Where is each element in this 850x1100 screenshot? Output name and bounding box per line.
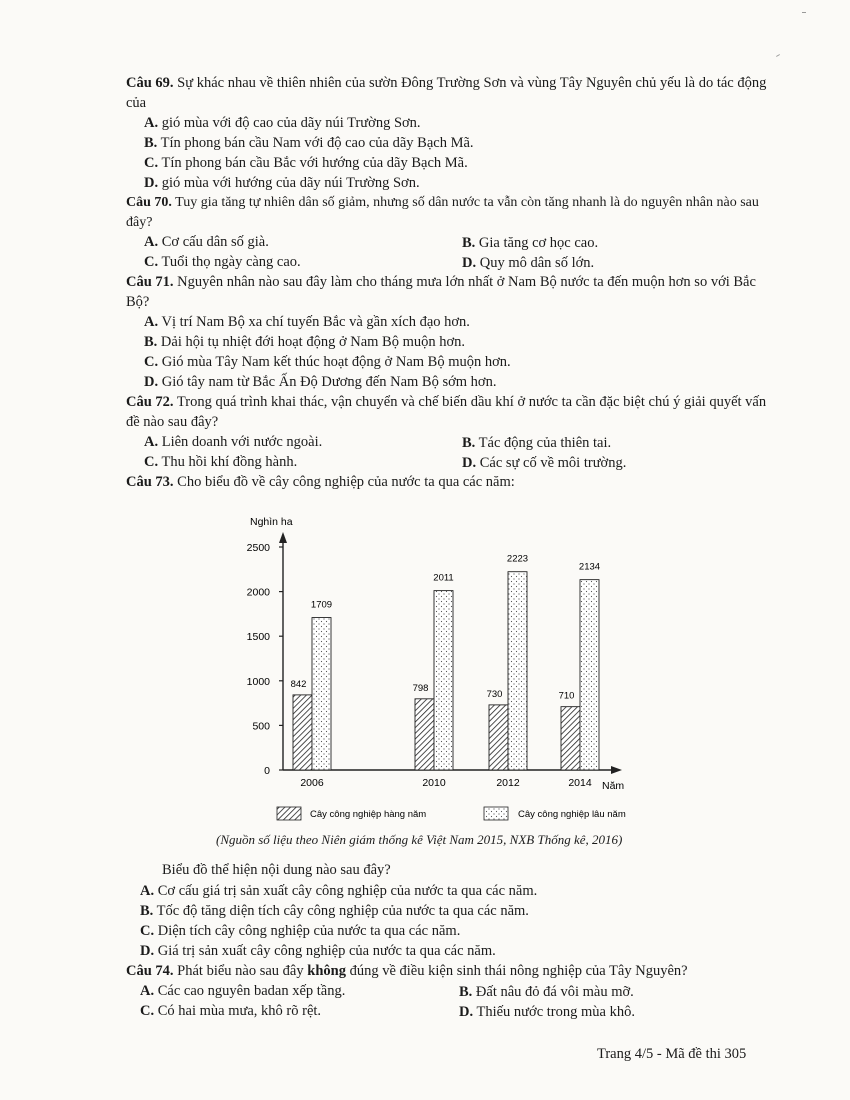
question-73-prompt: Biểu đồ thể hiện nội dung nào sau đây? [162, 862, 391, 878]
option-73b[interactable] [140, 901, 529, 921]
x-axis-arrow [611, 766, 622, 774]
option-69b[interactable] [144, 133, 474, 153]
option-key: B. [462, 435, 476, 451]
question-73 [126, 472, 771, 492]
option-text: Cơ cấu giá trị sản xuất cây công nghiệp của nước ta qua các năm. [154, 883, 538, 899]
y-tick-label: 2500 [246, 542, 270, 554]
question-72 [126, 392, 771, 432]
option-73c[interactable] [140, 921, 460, 941]
option-74d[interactable] [459, 1002, 635, 1022]
option-key: A. [140, 883, 155, 899]
option-text: Gió tây nam từ Bắc Ấn Độ Dương đến Nam Bộ sớm hơn. [158, 374, 497, 390]
option-71d[interactable] [144, 372, 496, 392]
x-tick-label: 2012 [496, 777, 520, 789]
question-text: Cho biểu đồ về cây công nghiệp của nước ta qua các năm: [173, 474, 515, 490]
bar-perennial-2010 [434, 591, 453, 770]
option-text: Dải hội tụ nhiệt đới hoạt động ở Nam Bộ muộn hơn. [157, 334, 466, 350]
question-text-end: đúng về điều kiện sinh thái nông nghiệp của Tây Nguyên? [345, 963, 688, 979]
question-69 [126, 73, 771, 113]
bar-annual-2012 [489, 705, 508, 770]
option-key: C. [140, 923, 155, 939]
bar-value-label: 798 [412, 682, 429, 694]
option-text: Thiếu nước trong mùa khô. [473, 1004, 635, 1020]
option-text: Quy mô dân số lớn. [476, 255, 595, 271]
option-key: D. [144, 175, 159, 191]
option-key: B. [462, 235, 476, 251]
option-71c[interactable] [144, 352, 511, 372]
question-74 [126, 961, 771, 981]
question-label: Câu 73. [126, 474, 174, 490]
legend-swatch-perennial [484, 807, 508, 820]
legend-label-perennial: Cây công nghiệp lâu năm [518, 809, 626, 820]
bar-group [291, 554, 601, 770]
question-label: Câu 71. [126, 274, 174, 290]
option-74b[interactable] [459, 982, 634, 1002]
option-text: Các cao nguyên badan xếp tầng. [154, 983, 346, 999]
option-70a[interactable] [144, 232, 269, 252]
bar-annual-2006 [293, 695, 312, 770]
option-73a[interactable] [140, 881, 537, 901]
question-70 [126, 193, 771, 233]
page-footer: Trang 4/5 - Mã đề thi 305 [597, 1046, 747, 1062]
bar-value-label: 842 [290, 678, 307, 690]
option-key: A. [144, 115, 159, 131]
option-71a[interactable] [144, 312, 470, 332]
bar-perennial-2014 [580, 580, 599, 770]
option-text: Các sự cố về môi trường. [476, 455, 627, 471]
option-key: D. [144, 374, 159, 390]
question-emphasis: không [307, 963, 346, 979]
option-key: A. [144, 434, 159, 450]
question-text: Trong quá trình khai thác, vận chuyển và chế biến dầu khí ở nước ta cần đặc biệt chú ý giải quyết vấn đề nào sau đây? [126, 394, 767, 430]
bar-perennial-2006 [312, 618, 331, 770]
x-axis-ticks [300, 777, 592, 789]
bar-annual-2014 [561, 707, 580, 770]
bar-value-label: 2134 [578, 561, 601, 573]
option-key: B. [144, 334, 158, 350]
option-text: Có hai mùa mưa, khô rõ rệt. [154, 1003, 322, 1019]
option-text: Tác động của thiên tai. [475, 435, 612, 451]
scan-speck [776, 54, 780, 57]
question-label: Câu 70. [126, 195, 172, 210]
option-70b[interactable] [462, 233, 598, 253]
question-text-start: Phát biểu nào sau đây [173, 963, 308, 979]
option-key: A. [144, 234, 159, 250]
option-key: D. [462, 255, 477, 271]
data-source-note: (Nguồn số liệu theo Niên giám thống kê Việt Nam 2015, NXB Thống kê, 2016) [216, 832, 623, 847]
y-axis-ticks [247, 542, 283, 777]
question-text: Nguyên nhân nào sau đây làm cho tháng mưa lớn nhất ở Nam Bộ nước ta đến muộn hơn so với Bắc Bộ? [126, 274, 756, 310]
option-69d[interactable] [144, 173, 420, 193]
option-key: A. [140, 983, 155, 999]
option-text: Liên doanh với nước ngoài. [158, 434, 323, 450]
legend-label-annual: Cây công nghiệp hàng năm [310, 809, 427, 820]
option-key: B. [140, 903, 154, 919]
y-tick-label: 1000 [246, 675, 270, 688]
option-text: Diện tích cây công nghiệp của nước ta qua các năm. [154, 923, 461, 939]
y-tick-label: 1500 [246, 631, 270, 644]
option-73d[interactable] [140, 941, 496, 961]
option-text: Đất nâu đỏ đá vôi màu mỡ. [472, 984, 634, 1000]
y-tick-label: 2000 [246, 586, 270, 599]
option-text: Tín phong bán cầu Nam với độ cao của dãy Bạch Mã. [157, 135, 474, 151]
option-key: C. [140, 1003, 155, 1019]
option-key: D. [459, 1004, 474, 1020]
option-key: B. [144, 135, 158, 151]
option-text: gió mùa với hướng của dãy núi Trường Sơn. [158, 175, 420, 191]
option-text: Gia tăng cơ học cao. [475, 235, 599, 251]
option-text: Thu hồi khí đồng hành. [158, 454, 298, 470]
bar-value-label: 2011 [433, 572, 454, 584]
option-key: D. [462, 455, 477, 471]
bar-value-label: 1709 [310, 599, 333, 611]
option-70c[interactable] [144, 252, 301, 272]
option-74c[interactable] [140, 1001, 321, 1021]
option-key: C. [144, 155, 159, 171]
option-71b[interactable] [144, 332, 465, 352]
option-text: gió mùa với độ cao của dãy núi Trường Sơn. [158, 115, 421, 131]
option-key: C. [144, 254, 159, 270]
question-label: Câu 74. [126, 963, 174, 979]
option-key: C. [144, 454, 159, 470]
option-text: Tốc độ tăng diện tích cây công nghiệp của nước ta qua các năm. [153, 903, 529, 919]
question-label: Câu 69. [126, 75, 174, 91]
option-text: Tín phong bán cầu Bắc với hướng của dãy Bạch Mã. [158, 155, 468, 171]
option-text: Tuổi thọ ngày càng cao. [158, 254, 301, 270]
y-axis-arrow [279, 532, 287, 543]
option-72d[interactable] [462, 453, 626, 473]
option-69c[interactable] [144, 153, 468, 173]
scan-speck [802, 12, 806, 13]
y-axis-label: Nghìn ha [250, 516, 293, 528]
x-tick-label: 2014 [568, 777, 592, 789]
bar-perennial-2012 [508, 572, 527, 770]
industrial-crop-chart [230, 505, 690, 830]
y-tick-label: 0 [264, 765, 270, 777]
bar-annual-2010 [415, 699, 434, 770]
bar-value-label: 730 [486, 688, 503, 700]
option-text: Gió mùa Tây Nam kết thúc hoạt động ở Nam Bộ muộn hơn. [158, 354, 511, 370]
option-text: Vị trí Nam Bộ xa chí tuyến Bắc và gần xích đạo hơn. [158, 314, 470, 330]
option-74a[interactable] [140, 981, 345, 1001]
option-69a[interactable] [144, 113, 421, 133]
option-key: B. [459, 984, 473, 1000]
option-72c[interactable] [144, 452, 297, 472]
option-72b[interactable] [462, 433, 611, 453]
question-text: Tuy gia tăng tự nhiên dân số giảm, nhưng số dân nước ta vẫn còn tăng nhanh là do nguyên nhân nào sau đây? [126, 195, 759, 230]
option-70d[interactable] [462, 253, 594, 273]
legend-swatch-annual [277, 807, 301, 820]
x-tick-label: 2006 [300, 777, 324, 789]
y-tick-label: 500 [252, 720, 270, 733]
option-key: A. [144, 314, 159, 330]
option-key: D. [140, 943, 155, 959]
option-key: C. [144, 354, 159, 370]
option-text: Cơ cấu dân số già. [158, 234, 269, 250]
question-text: Sự khác nhau về thiên nhiên của sườn Đông Trường Sơn và vùng Tây Nguyên chủ yếu là do tác động của [126, 75, 767, 111]
option-text: Giá trị sản xuất cây công nghiệp của nước ta qua các năm. [154, 943, 496, 959]
x-axis-label: Năm [602, 780, 625, 792]
option-72a[interactable] [144, 432, 322, 452]
question-71 [126, 272, 771, 312]
question-label: Câu 72. [126, 394, 174, 410]
bar-value-label: 710 [558, 690, 575, 702]
x-tick-label: 2010 [422, 777, 446, 789]
bar-value-label: 2223 [506, 553, 529, 565]
